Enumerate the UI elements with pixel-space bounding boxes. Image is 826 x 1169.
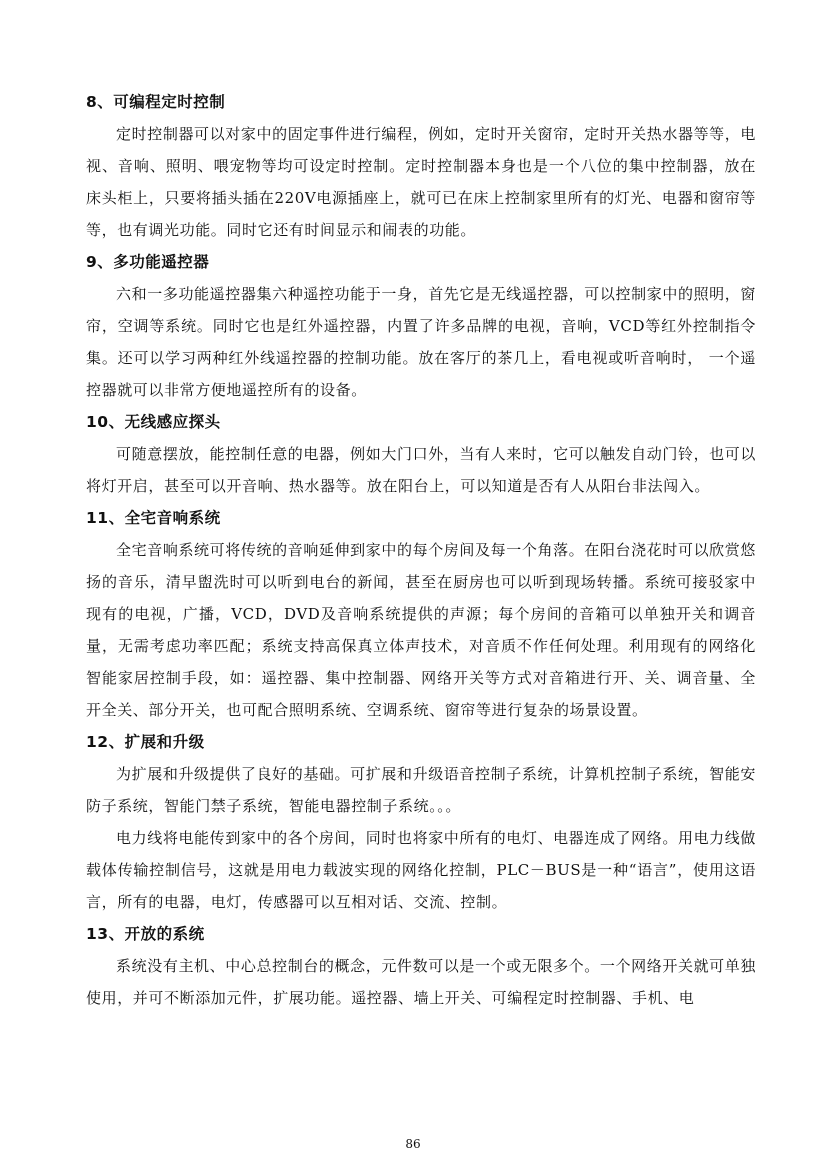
paragraph: 定时控制器可以对家中的固定事件进行编程，例如，定时开关窗帘，定时开关热水器等等，电视、音响、照明、喂宠物等均可设定时控制。定时控制器本身也是一个八位的集中控制器，放在床头柜上，只要将插头插在220V电源插座上，就可已在床上控制家里所有的灯光、电器和窗帘等等，也有调光功能。同时它还有时间显示和闹表的功能。 — [86, 125, 756, 239]
section-heading: 13、开放的系统 — [86, 925, 205, 943]
section-expansion-upgrade — [86, 726, 756, 918]
page-number: 86 — [405, 1137, 421, 1151]
section-heading: 8、可编程定时控制 — [86, 93, 226, 111]
section-heading: 9、多功能遥控器 — [86, 253, 210, 271]
paragraph: 可随意摆放，能控制任意的电器，例如大门口外，当有人来时，它可以触发自动门铃，也可以将灯开启，甚至可以开音响、热水器等。放在阳台上，可以知道是否有人从阳台非法闯入。 — [86, 445, 756, 495]
paragraph: 全宅音响系统可将传统的音响延伸到家中的每个房间及每一个角落。在阳台浇花时可以欣赏悠扬的音乐，清早盥洗时可以听到电台的新闻，甚至在厨房也可以听到现场转播。系统可接驳家中现有的电视，广播，VCD，DVD及音响系统提供的声源；每个房间的音箱可以单独开关和调音量，无需考虑功率匹配；系统支持高保真立体声技术，对音质不作任何处理。利用现有的网络化智能家居控制手段，如：遥控器、集中控制器、网络开关等方式对音箱进行开、关、调音量、全开全关、部分开关，也可配合照明系统、空调系统、窗帘等进行复杂的场景设置。 — [86, 541, 756, 719]
section-whole-house-audio — [86, 502, 756, 726]
paragraph: 六和一多功能遥控器集六种遥控功能于一身，首先它是无线遥控器，可以控制家中的照明，窗帘，空调等系统。同时它也是红外遥控器，内置了许多品牌的电视，音响，VCD等红外控制指令集。还可以学习两种红外线遥控器的控制功能。放在客厅的茶几上，看电视或听音响时， 一个遥控器就可以非常方便地遥控所有的设备。 — [86, 285, 756, 399]
section-wireless-sensor — [86, 406, 756, 502]
section-heading: 10、无线感应探头 — [86, 413, 221, 431]
paragraph: 电力线将电能传到家中的各个房间，同时也将家中所有的电灯、电器连成了网络。用电力线做载体传输控制信号，这就是用电力载波实现的网络化控制，PLC－BUS是一种“语言”，使用这语言，所有的电器，电灯，传感器可以互相对话、交流、控制。 — [86, 829, 756, 911]
page-content — [86, 86, 756, 1014]
section-heading: 11、全宅音响系统 — [86, 509, 221, 527]
paragraph: 为扩展和升级提供了良好的基础。可扩展和升级语音控制子系统，计算机控制子系统，智能安防子系统，智能门禁子系统，智能电器控制子系统。。。 — [86, 765, 756, 815]
section-heading: 12、扩展和升级 — [86, 733, 205, 751]
section-open-system — [86, 918, 756, 1014]
paragraph: 系统没有主机、中心总控制台的概念，元件数可以是一个或无限多个。一个网络开关就可单独使用，并可不断添加元件，扩展功能。遥控器、墙上开关、可编程定时控制器、手机、电 — [86, 957, 756, 1007]
section-multifunction-remote — [86, 246, 756, 406]
section-programmable-timer — [86, 86, 756, 246]
